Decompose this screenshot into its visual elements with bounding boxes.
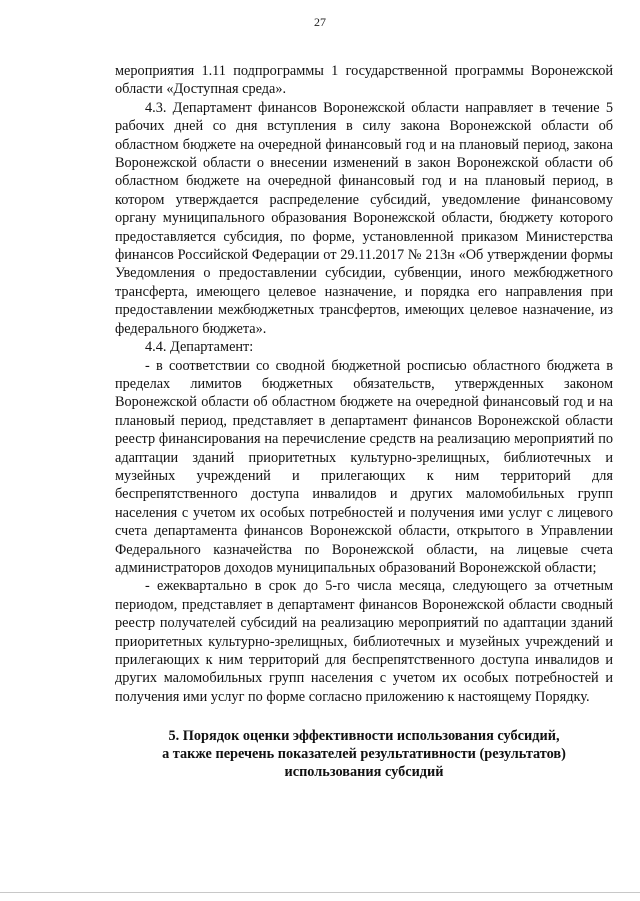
heading-line-2: а также перечень показателей результативности (результатов): [162, 746, 566, 763]
paragraph-4-4: 4.4. Департамент:: [145, 339, 254, 356]
paragraph-bullet-1: - в соответствии со сводной бюджетной росписью областного бюджета в пределах лимитов бюджетных обязательств, утвержденных законом Воронежской области об областном бюджете на очередной финансовый год и на плановый период, представляет в департамент финансов Воронежской области реестр финансирования на перечисление средств на реализацию мероприятий по адаптации зданий приоритетных культурно-зрелищных, библиотечных и музейных учреждений и прилегающих к ним территорий для беспрепятственного доступа инвалидов и других маломобильных групп населения с учетом их особых потребностей и получения ими услуг с лицевого счета департамента финансов Воронежской области, открытого в Управлении Федерального казначейства по Воронежской области, на лицевые счета администраторов доходов муниципальных образований Воронежской области;: [115, 357, 613, 576]
paragraph-continuation: мероприятия 1.11 подпрограммы 1 государственной программы Воронежской области «Доступная среда».: [115, 63, 613, 98]
section-5-heading: [115, 727, 613, 781]
page-number: 27: [314, 15, 326, 29]
heading-line-3: использования субсидий: [284, 764, 444, 781]
document-body: [115, 62, 613, 781]
scan-edge-line: [0, 892, 640, 893]
heading-line-1: 5. Порядок оценки эффективности использования субсидий,: [168, 728, 560, 745]
paragraph-bullet-2: - ежеквартально в срок до 5-го числа месяца, следующего за отчетным периодом, представляет в департамент финансов Воронежской области сводный реестр получателей субсидий на реализацию мероприятий по адаптации зданий приоритетных культурно-зрелищных, библиотечных и музейных учреждений и прилегающих к ним территорий для беспрепятственного доступа инвалидов и других маломобильных групп населения с учетом их особых потребностей и получения ими услуг по форме согласно приложению к настоящему Порядку.: [115, 578, 613, 705]
paragraph-4-3: 4.3. Департамент финансов Воронежской области направляет в течение 5 рабочих дней со дня вступления в силу закона Воронежской области об областном бюджете на очередной финансовый год и на плановый период, закона Воронежской области о внесении изменений в закон Воронежской области об областном бюджете на очередной финансовый год и на плановый период, в котором утверждается распределение субсидий, уведомление финансовому органу муниципального образования Воронежской области, бюджету которого предоставляется субсидия, по форме, установленной приказом Министерства финансов Российской Федерации от 29.11.2017 № 213н «Об утверждении формы Уведомления о предоставлении субсидии, субвенции, иного межбюджетного трансферта, имеющего целевое назначение, и порядка его направления при предоставлении межбюджетных трансфертов, имеющих целевое назначение, из федерального бюджета».: [115, 99, 613, 337]
